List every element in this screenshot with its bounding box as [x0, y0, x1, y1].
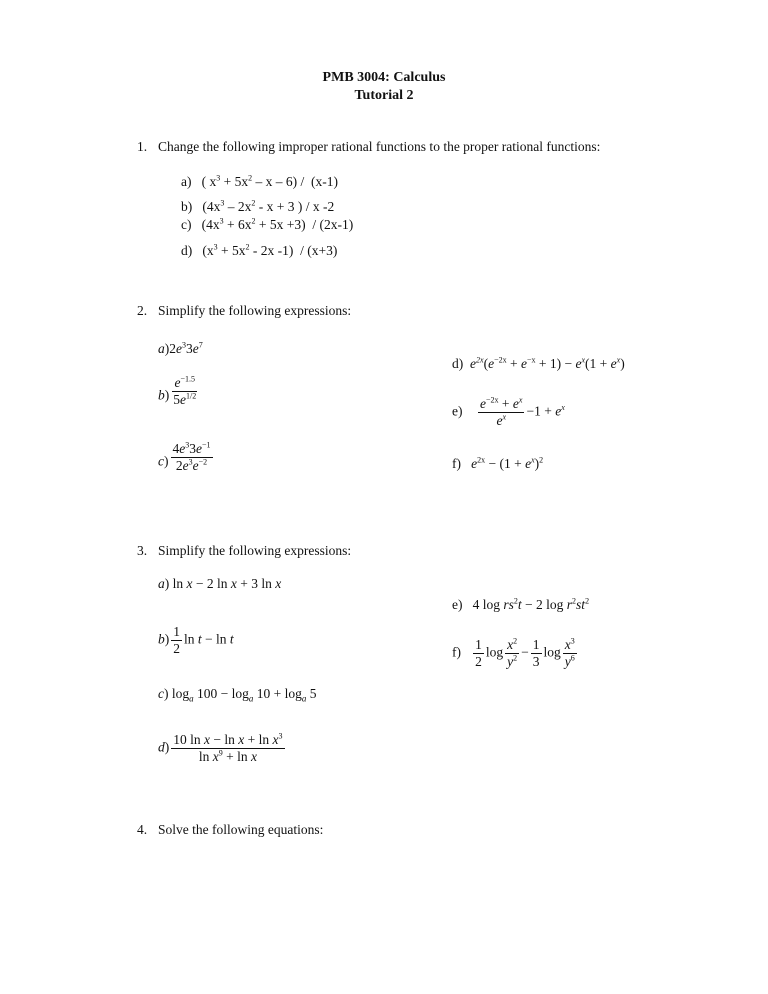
q1-item-d: [181, 243, 337, 259]
q1-item-c-label: c): [181, 217, 192, 232]
q1-item-b-label: b): [181, 199, 193, 214]
q2-item-f: f) $e^{2x} - (1 + e^x)^2$: [452, 455, 544, 471]
q3-number: 3.: [137, 543, 148, 558]
q2-number: 2.: [137, 303, 148, 318]
tutorial-title: Tutorial 2: [354, 88, 414, 103]
q1-item-b: [181, 199, 334, 215]
q1-item-a: [181, 174, 338, 190]
q2-item-e: e) $\frac{e^{-2x} + e^x}{e^x}$ $-1 + e^x$: [452, 395, 565, 428]
q3-item-f: f) $\frac{1}{2}$ log $\frac{x^2}{y^2}$ − $\frac{1}{3}$ log $\frac{x^3}{y^6}$: [452, 636, 575, 669]
q2-prompt: Simplify the following expressions:: [158, 303, 352, 318]
q1-item-a-expr: ( $x^3 + 5x^2 - x - 6) / (x-1)$: [201, 173, 338, 189]
course-title: PMB 3004: Calculus: [322, 70, 446, 85]
q1-item-a-label: a): [181, 174, 192, 189]
q4-prompt: Solve the following equations:: [158, 822, 324, 837]
q1-prompt: Change the following improper rational functions to the proper rational functions:: [158, 139, 601, 154]
q1-number: 1.: [137, 139, 148, 154]
q3-item-c: c) $\log_a 100 - \log_a 10 + \log_a 5$: [158, 686, 317, 704]
q4-number: 4.: [137, 822, 148, 837]
q3-item-d: d) $\frac{10 \ln x - \ln x + \ln x^3}{\ln x^9 + \ln x}$: [158, 731, 283, 764]
q2-item-d: d) $e^{2x}(e^{-2x} + e^{-x} + 1) - e^x(1 + e^x)$: [452, 355, 625, 371]
q1-item-c-expr: $(4x^3 + 6x^2 + 5x +3) / (2x-1)$: [201, 216, 354, 232]
q3-item-e: e) 4 $\log rs^2t - 2$ $\log r^2st^2$: [452, 596, 590, 612]
q1-item-d-label: d): [181, 243, 193, 258]
q1-item-d-expr: ($x^3 + 5x^2 - 2x$ -1) / (x+3): [202, 242, 338, 258]
q1-item-c: [181, 217, 353, 233]
q2-item-a: $a)2e^33e^7$: [158, 340, 203, 356]
q2-item-b: b) $\frac{e^{-1.5}}{5e^{1/2}}$: [158, 374, 197, 407]
q1-item-b-expr: ($4x^3 - 2x^2 - x + 3$ ) / x -2: [202, 198, 335, 214]
q3-item-b: b) $\frac{1}{2}$ ln t − ln t: [158, 624, 234, 656]
q3-prompt: Simplify the following expressions:: [158, 543, 352, 558]
q2-item-c: c) $\frac{4e^33e^{-1}}{2e^3e^{-2}}$: [158, 440, 211, 473]
q3-item-a: a) ln x − 2 ln x + 3 ln x: [158, 576, 282, 591]
